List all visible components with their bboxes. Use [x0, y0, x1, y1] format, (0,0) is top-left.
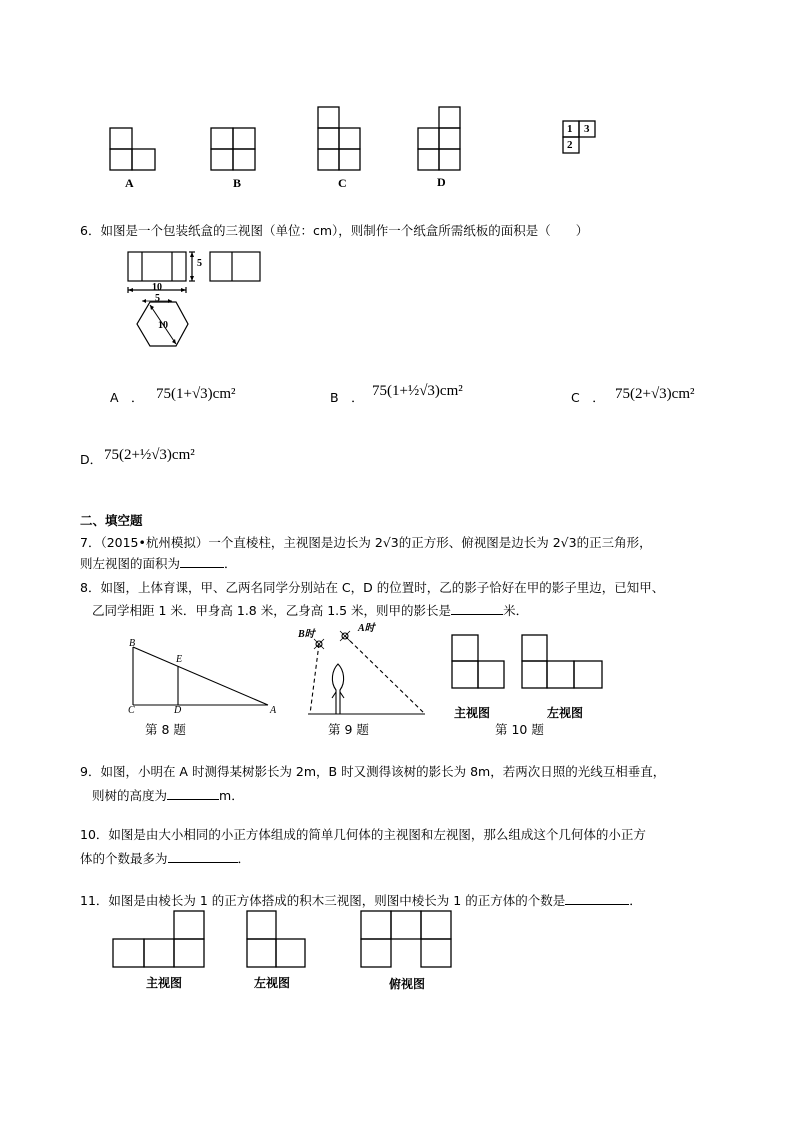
q5-grid-number: 3: [584, 123, 590, 135]
q6-dim-hex-diagonal: 10: [158, 320, 168, 331]
q5-c-cell: [318, 128, 339, 149]
fig8-label-b: B: [129, 638, 136, 649]
q6-option-b-formula: [372, 383, 463, 400]
fig8-label-c: C: [128, 705, 135, 716]
q5-d-cell: [418, 128, 439, 149]
q11-line1-prefix: 11．如图是由棱长为 1 的正方体搭成的积木三视图，则图中棱长为 1 的正方体的个数是: [80, 893, 566, 908]
q6-option-d-text: 75(2+½√3)cm²: [104, 447, 195, 463]
q6-option-d-formula: [104, 447, 195, 464]
fig8-label-d: D: [174, 705, 182, 716]
q6-option-c-label: C ．: [571, 390, 605, 405]
caption-fig8: 第 8 题: [145, 722, 186, 737]
q5-b-cell: [233, 128, 255, 149]
q6-option-b-text: 75(1+½√3)cm²: [372, 383, 463, 399]
q9-line2-prefix: 则树的高度为: [92, 788, 168, 803]
q11-line1-suffix: ．: [629, 893, 642, 908]
q5-grid-number: 1: [567, 123, 573, 135]
q8-line2-suffix: 米．: [503, 603, 529, 618]
q6-dim-length: 10: [152, 282, 162, 293]
q7-line2-prefix: 则左视图的面积为: [80, 556, 181, 571]
figure-10: [440, 630, 620, 695]
q5-d-cell: [439, 149, 460, 170]
q5-c-cell: [318, 149, 339, 170]
q5-b-cell: [233, 149, 255, 170]
figure-8: [120, 635, 280, 720]
q10-line1: 10．如图是由大小相同的小正方体组成的简单几何体的主视图和左视图，那么组成这个几何体的小正方: [80, 827, 646, 842]
q8-line2-prefix: 乙同学相距 1 米．甲身高 1.8 米，乙身高 1.5 米，则甲的影长是: [92, 603, 452, 618]
q10-answer-blank[interactable]: [168, 850, 238, 863]
q7-line2-suffix: ．: [224, 556, 237, 571]
q10-line2-suffix: ．: [237, 851, 251, 866]
q5-c-cell: [339, 128, 360, 149]
q5-option-c: C: [338, 176, 347, 190]
fig9-label-a-time: A时: [358, 623, 375, 634]
q6-option-a-formula: [156, 386, 236, 403]
section-title: 二、填空题: [80, 513, 143, 528]
q8-line1: 8．如图，上体育课，甲、乙两名同学分别站在 C，D 的位置时，乙的影子恰好在甲的影子里边，已知甲、: [80, 580, 665, 595]
q5-d-cell: [439, 107, 460, 128]
q6-option-c-formula: [615, 386, 695, 403]
q6-option-d-label: D．: [80, 452, 103, 467]
q7-line2: [80, 555, 237, 572]
q5-c-cell: [318, 107, 339, 128]
caption-fig10: 第 10 题: [495, 722, 544, 737]
q6-dim-hex-side: 5: [155, 293, 160, 304]
q5-a-cell: [110, 128, 132, 149]
fig10-front-view-label: 主视图: [454, 706, 491, 720]
fig8-label-e: E: [176, 654, 183, 665]
q5-a-cell: [110, 149, 132, 170]
q9-answer-blank[interactable]: [167, 787, 219, 800]
q5-b-cell: [211, 149, 233, 170]
q10-line2-prefix: 体的个数最多为: [80, 851, 168, 866]
q6-option-a-label: A ．: [110, 390, 144, 405]
q5-option-d: D: [437, 175, 446, 189]
q5-option-a: A: [125, 176, 134, 190]
fig8-label-a: A: [270, 705, 277, 716]
caption-fig9: 第 9 题: [328, 722, 369, 737]
q5-a-cell: [132, 149, 155, 170]
q5-d-cell: [418, 149, 439, 170]
q6-dim-height: 5: [197, 258, 202, 269]
q11-left-view-label: 左视图: [254, 976, 291, 990]
q6-stem: 6．如图是一个包装纸盒的三视图（单位：cm），则制作一个纸盒所需纸板的面积是（ ）: [80, 223, 589, 238]
q11-three-views: [100, 905, 480, 975]
q7-line1: 7．（2015•杭州模拟）一个直棱柱，主视图是边长为 2√3的正方形、俯视图是边长为 2√3的正三角形，: [80, 535, 652, 550]
q5-figures: [0, 0, 794, 200]
q11-top-view-label: 俯视图: [389, 977, 426, 991]
fig10-left-view-label: 左视图: [547, 706, 584, 720]
q10-line2: [80, 850, 250, 867]
q5-grid-number: 2: [567, 139, 573, 151]
q8-line2: [92, 602, 528, 619]
fig9-label-b-time: B时: [298, 629, 315, 640]
q9-line2: [92, 787, 244, 804]
q6-option-a-text: 75(1+√3)cm²: [156, 386, 236, 402]
q9-line2-suffix: m．: [219, 788, 244, 803]
q5-b-cell: [211, 128, 233, 149]
q6-option-c-text: 75(2+√3)cm²: [615, 386, 695, 402]
q11-answer-blank[interactable]: [565, 892, 629, 905]
q5-c-cell: [339, 149, 360, 170]
q11-front-view-label: 主视图: [146, 976, 183, 990]
q5-option-b: B: [233, 176, 242, 190]
q7-answer-blank[interactable]: [180, 555, 224, 568]
q6-option-b-label: B ．: [330, 390, 364, 405]
q9-line1: 9．如图，小明在 A 时测得某树影长为 2m，B 时又测得该树的影长为 8m，若两次日照的光线互相垂直，: [80, 764, 666, 779]
q5-d-cell: [439, 128, 460, 149]
q8-answer-blank[interactable]: [451, 602, 503, 615]
